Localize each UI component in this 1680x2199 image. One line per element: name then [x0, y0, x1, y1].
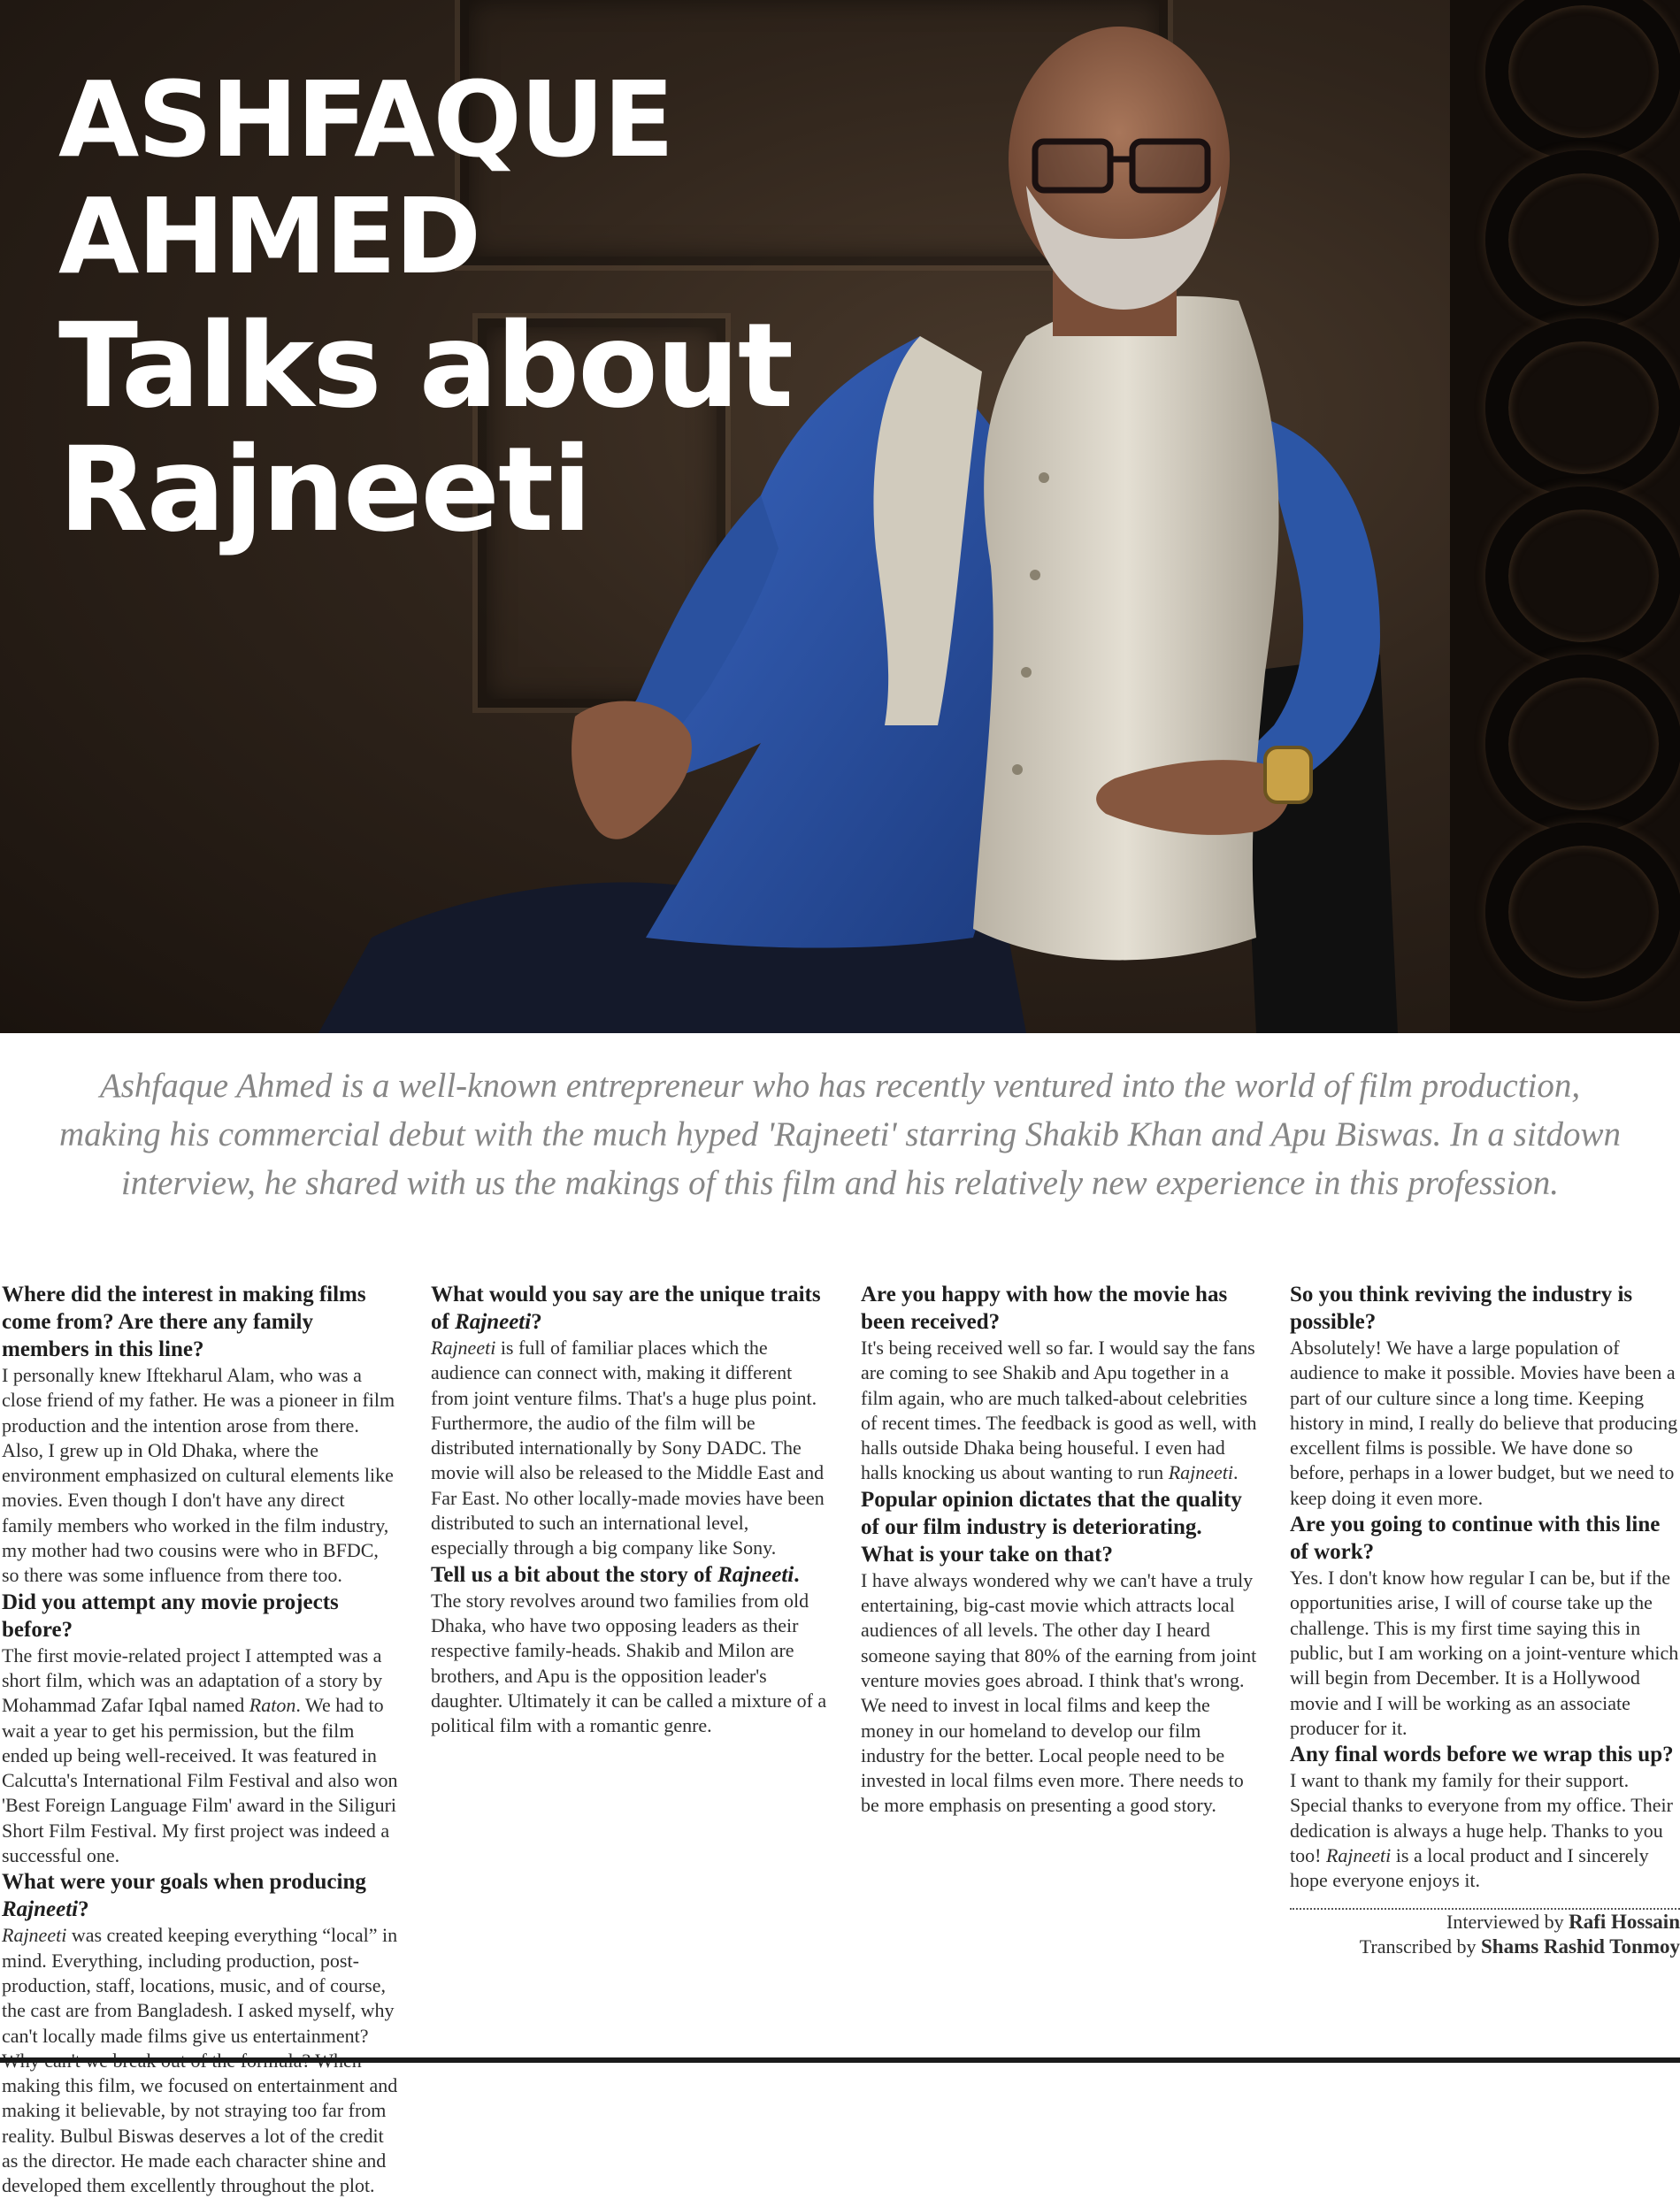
- headline-line: AHMED: [58, 175, 480, 297]
- left-hand: [572, 701, 692, 839]
- credit-transcriber: Transcribed by Shams Rashid Tonmoy: [1359, 1935, 1680, 1958]
- glasses: [1132, 142, 1208, 190]
- question: Tell us a bit about the story of Rajneeti.: [431, 1562, 800, 1587]
- answer: I want to thank my family for their support. Special thanks to everyone from my office. Their dedication is always a huge help. Thanks to you too! Rajneeti is a local product and I sincerely hope everyone enjoys it.: [1290, 1769, 1673, 1892]
- question: Are you going to continue with this line of work?: [1290, 1513, 1661, 1565]
- answer: I have always wondered why we can't have a truly entertaining, big-cast movie which attracts local audiences of all levels. The other day I heard someone saying that 80% of the earning from joint venture movies goes abroad. I think that's wrong. We need to invest in local films and keep the money in our homeland to develop our film industry for the better. Local people need to be invested in local films even more. There needs to be more emphasis on presenting a good story.: [861, 1568, 1257, 1817]
- headline-line: Rajneeti: [58, 422, 591, 558]
- answer: The story revolves around two families from old Dhaka, who have two opposing leaders as their respective family-heads. Shakib and Milon are brothers, and Apu is the opposition leader's daughter. Ultimately it can be called a mixture of a political film with a romantic genre.: [431, 1589, 827, 1737]
- hero-photo: [0, 0, 1680, 1033]
- question: Popular opinion dictates that the quality of our film industry is deteriorating. What is your take on that?: [861, 1487, 1242, 1567]
- question: Where did the interest in making films come from? Are there any family members in this line?: [2, 1283, 366, 1361]
- question: What were your goals when producing Rajneeti?: [2, 1870, 366, 1922]
- article-column-2: [431, 1281, 827, 1738]
- article-column-3: [861, 1281, 1259, 1819]
- page-bottom-rule: [0, 2057, 1680, 2063]
- question: Did you attempt any movie projects before?: [2, 1590, 339, 1642]
- question: Any final words before we wrap this up?: [1290, 1743, 1674, 1767]
- article-column-4: [1290, 1281, 1680, 1959]
- answer: Yes. I don't know how regular I can be, but if the opportunities arise, I will of course take up the challenge. This is my first time saying this in public, but I am working on a joint-venture which will begin from December. It is a Hollywood movie and I will be working as an associate producer for it.: [1290, 1567, 1679, 1739]
- question: So you think reviving the industry is possible?: [1290, 1283, 1633, 1334]
- answer: The first movie-related project I attempted was a short film, which was an adaptation of a story by Mohammad Zafar Iqbal named Raton. We had to wait a year to get his permission, but the film ended up being well-received. It was featured in Calcutta's International Film Festival and also won 'Best Foreign Language Film' award in the Siliguri Short Film Festival. My first project was indeed a successful one.: [2, 1644, 398, 1867]
- vest: [973, 296, 1278, 961]
- answer: I personally knew Iftekharul Alam, who was a close friend of my father. He was a pioneer in film production and the intention arose from there. Also, I grew up in Old Dhaka, where the environment emphasized on cultural elements like movies. Even though I don't have any direct family members who worked in the film industry, my mother had two cousins were who in BFDC, so there was some influence from there too.: [2, 1364, 395, 1587]
- wristwatch: [1265, 747, 1311, 802]
- question: Are you happy with how the movie has been received?: [861, 1283, 1228, 1334]
- headline-line: ASHFAQUE: [58, 58, 673, 180]
- answer: Rajneeti is full of familiar places which the audience can connect with, making it different from joint venture films. That's a huge plus point. Furthermore, the audio of the film will be distributed internationally by Sony DADC. The movie will also be released to the Middle East and Far East. No other locally-made movies have been distributed to such an international level, especially through a big company like Sony.: [431, 1337, 825, 1559]
- question: What would you say are the unique traits of Rajneeti?: [431, 1283, 821, 1334]
- answer: Rajneeti was created keeping everything “local” in mind. Everything, including production, post-production, staff, locations, music, and of course, the cast are from Bangladesh. I asked myself, why can't locally made films give us entertainment? making this film, we focused on entertainment and making it believable, by not straying too far from reality. Bulbul Biswas deserves a lot of the credit as the director. He made each character shine and developed them excellently throughout the plot.: [2, 1924, 398, 2197]
- answer: It's being received well so far. I would say the fans are coming to see Shakib and Apu together in a film again, who are much talked-about celebrities of recent times. The feedback is good as well, with halls outside Dhaka being houseful. I even had halls knocking us about wanting to run Rajneeti.: [861, 1337, 1257, 1484]
- intro-paragraph: Ashfaque Ahmed is a well-known entrepreneur who has recently ventured into the world of film production, making his commercial debut with the much hyped 'Rajneeti' starring Shakib Khan and Apu Biswas. In a sitdown interview, he shared with us the makings of this film and his relatively new experience in this profession.: [58, 1067, 1622, 1202]
- glasses: [1035, 142, 1110, 190]
- credit-interviewer: Interviewed by Rafi Hossain: [1446, 1910, 1680, 1933]
- headline-line: Talks about: [58, 298, 792, 434]
- headline: [58, 58, 792, 558]
- answer: Absolutely! We have a large population of audience to make it possible. Movies have been a part of our culture since a long time. Keeping history in mind, I really do believe that producing excellent films is possible. We have done so before, perhaps in a lower budget, but we need to keep doing it even more.: [1290, 1337, 1678, 1509]
